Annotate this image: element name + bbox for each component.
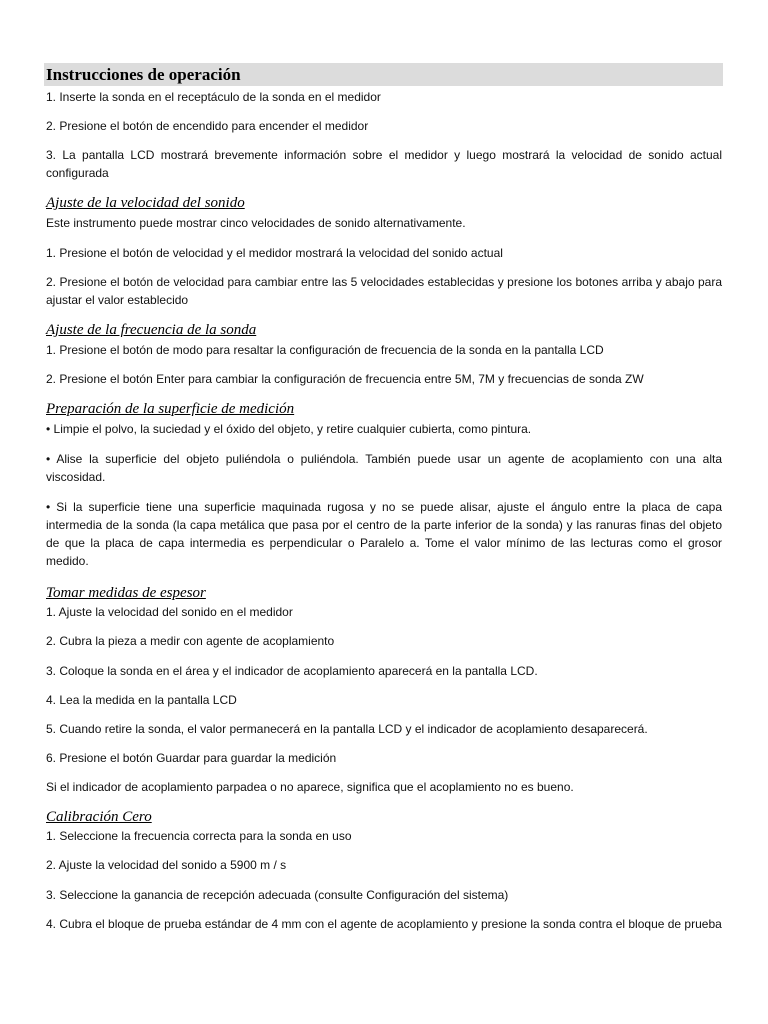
intro-step-3: 3. La pantalla LCD mostrará brevemente información sobre el medidor y luego mostrará la velocidad de sonido actual configurada xyxy=(46,148,722,180)
section-heading-thickness: Tomar medidas de espesor xyxy=(46,585,206,601)
probe-frequency-step-2: 2. Presione el botón Enter para cambiar la configuración de frecuencia entre 5M, 7M y frecuencias de sonda ZW xyxy=(46,372,644,386)
thickness-step-5: 5. Cuando retire la sonda, el valor permanecerá en la pantalla LCD y el indicador de acoplamiento desaparecerá. xyxy=(46,722,648,736)
page-title: Instrucciones de operación xyxy=(46,65,241,84)
thickness-step-6: 6. Presione el botón Guardar para guardar la medición xyxy=(46,751,337,765)
sound-velocity-step-1: 1. Presione el botón de velocidad y el medidor mostrará la velocidad del sonido actual xyxy=(46,246,503,260)
section-heading-probe-frequency: Ajuste de la frecuencia de la sonda xyxy=(46,322,257,338)
thickness-step-2: 2. Cubra la pieza a medir con agente de acoplamiento xyxy=(46,634,335,648)
sound-velocity-paragraph: Este instrumento puede mostrar cinco velocidades de sonido alternativamente. xyxy=(46,216,466,230)
intro-step-2: 2. Presione el botón de encendido para encender el medidor xyxy=(46,119,369,133)
section-heading-sound-velocity: Ajuste de la velocidad del sonido xyxy=(46,195,245,211)
intro-step-1: 1. Inserte la sonda en el receptáculo de la sonda en el medidor xyxy=(46,90,381,104)
surface-prep-bullet-3: • Si la superficie tiene una superficie maquinada rugosa y no se puede alisar, ajuste el ángulo entre la placa de capa intermedia de la sonda (la capa metálica que pasa por el centro de la parte inferior de la sonda) y las ranuras finas del objeto de que la placa de capa intermedia es perpendicular o Paralelo a. Tome el valor mínimo de las lecturas como el grosor medido. xyxy=(46,500,722,568)
section-heading-zero-calibration: Calibración Cero xyxy=(46,809,152,825)
thickness-step-1: 1. Ajuste la velocidad del sonido en el medidor xyxy=(46,605,293,619)
surface-prep-bullet-1: • Limpie el polvo, la suciedad y el óxido del objeto, y retire cualquier cubierta, como pintura. xyxy=(46,422,532,436)
zero-calibration-step-1: 1. Seleccione la frecuencia correcta para la sonda en uso xyxy=(46,829,352,843)
thickness-step-3: 3. Coloque la sonda en el área y el indicador de acoplamiento aparecerá en la pantalla LCD. xyxy=(46,664,538,678)
title-bar xyxy=(44,63,723,86)
zero-calibration-step-3: 3. Seleccione la ganancia de recepción adecuada (consulte Configuración del sistema) xyxy=(46,888,509,902)
zero-calibration-step-4: 4. Cubra el bloque de prueba estándar de 4 mm con el agente de acoplamiento y presione la sonda contra el bloque de prueba xyxy=(46,917,722,931)
sound-velocity-step-2: 2. Presione el botón de velocidad para cambiar entre las 5 velocidades establecidas y presione los botones arriba y abajo para ajustar el valor establecido xyxy=(46,275,722,307)
zero-calibration-step-2: 2. Ajuste la velocidad del sonido a 5900 m / s xyxy=(46,858,287,872)
probe-frequency-step-1: 1. Presione el botón de modo para resaltar la configuración de frecuencia de la sonda en la pantalla LCD xyxy=(46,343,604,357)
surface-prep-bullet-2: • Alise la superficie del objeto puliéndola o puliéndola. También puede usar un agente de acoplamiento con una alta viscosidad. xyxy=(46,452,722,484)
thickness-step-4: 4. Lea la medida en la pantalla LCD xyxy=(46,693,237,707)
thickness-note: Si el indicador de acoplamiento parpadea o no aparece, significa que el acoplamiento no es bueno. xyxy=(46,780,574,794)
section-heading-surface-prep: Preparación de la superficie de medición xyxy=(46,401,295,417)
